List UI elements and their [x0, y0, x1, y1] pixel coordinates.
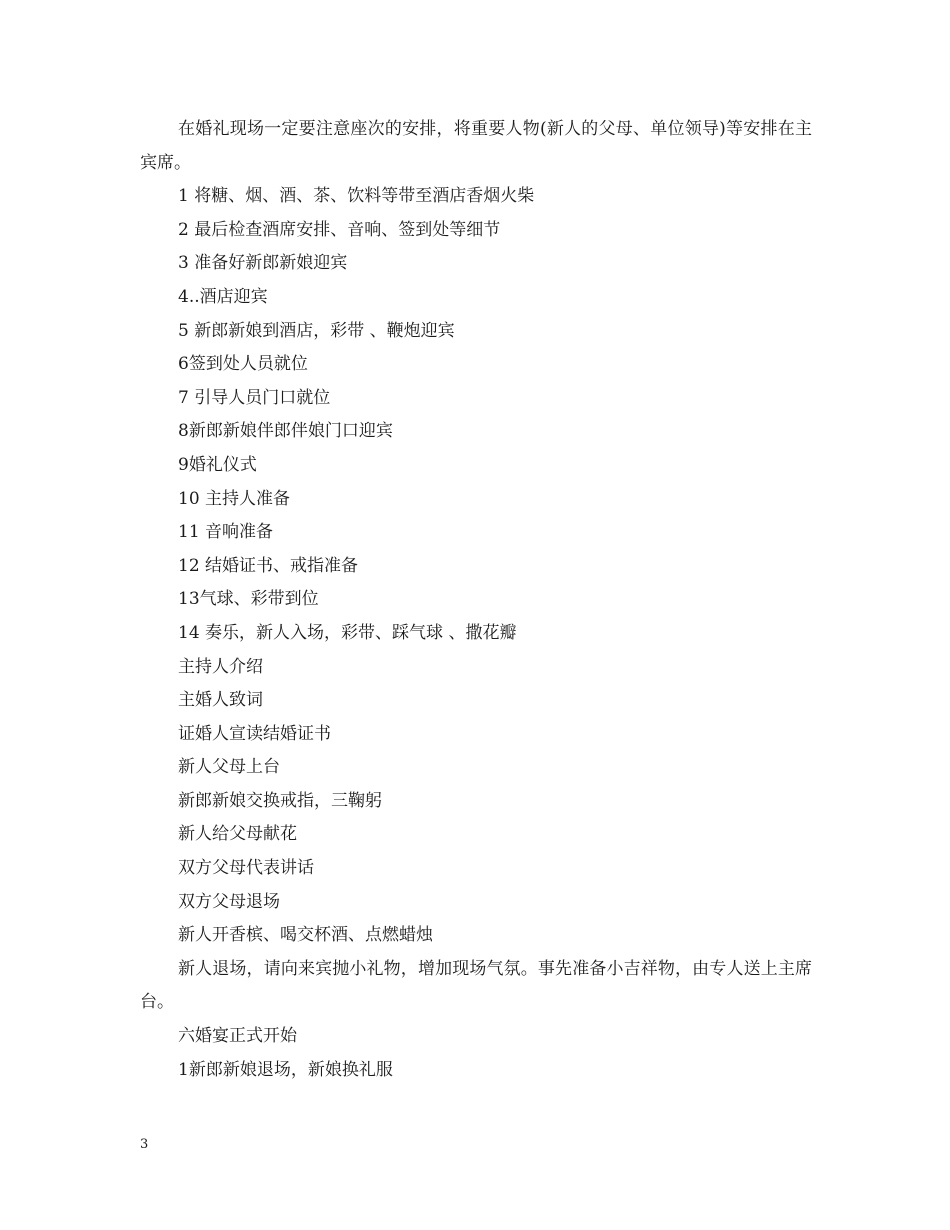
paragraph-exit: 新人退场，请向来宾抛小礼物，增加现场气氛。事先准备小吉祥物，由专人送上主席台。	[140, 958, 812, 1013]
page-number: 3	[140, 1137, 149, 1152]
list-item: 双方父母代表讲话	[178, 858, 314, 879]
list-item: 14 奏乐，新人入场，彩带、踩气球 、撒花瓣	[178, 622, 517, 643]
list-item: 5 新郎新娘到酒店，彩带 、鞭炮迎宾	[178, 320, 455, 341]
list-item: 新人给父母献花	[178, 824, 297, 845]
list-item: 13气球、彩带到位	[178, 589, 319, 610]
list-item: 新郎新娘交换戒指，三鞠躬	[178, 790, 382, 811]
list-item: 1 将糖、烟、酒、茶、饮料等带至酒店香烟火柴	[178, 186, 535, 207]
list-item: 8新郎新娘伴郎伴娘门口迎宾	[178, 421, 393, 442]
list-item: 证婚人宣读结婚证书	[178, 723, 331, 744]
list-item: 11 音响准备	[178, 522, 274, 543]
list-item: 3 准备好新郎新娘迎宾	[178, 253, 348, 274]
document-body	[140, 113, 812, 1087]
list-item: 9婚礼仪式	[178, 454, 257, 475]
list-item: 10 主持人准备	[178, 488, 291, 509]
list-item: 6签到处人员就位	[178, 354, 308, 375]
list-item: 2 最后检查酒席安排、音响、签到处等细节	[178, 219, 501, 240]
list-item: 主持人介绍	[178, 656, 263, 677]
list-item: 新人父母上台	[178, 757, 280, 778]
list-item: 4..酒店迎宾	[178, 286, 268, 307]
paragraph-seating: 在婚礼现场一定要注意座次的安排，将重要人物(新人的父母、单位领导)等安排在主宾席。	[140, 119, 812, 173]
list-item: 主婚人致词	[178, 690, 263, 711]
list-item: 12 结婚证书、戒指准备	[178, 555, 359, 576]
section-heading: 六婚宴正式开始	[178, 1026, 297, 1047]
list-item: 双方父母退场	[178, 891, 280, 912]
list-item: 7 引导人员门口就位	[178, 387, 331, 408]
list-item: 1新郎新娘退场，新娘换礼服	[178, 1059, 393, 1080]
list-item: 新人开香槟、喝交杯酒、点燃蜡烛	[178, 925, 433, 946]
